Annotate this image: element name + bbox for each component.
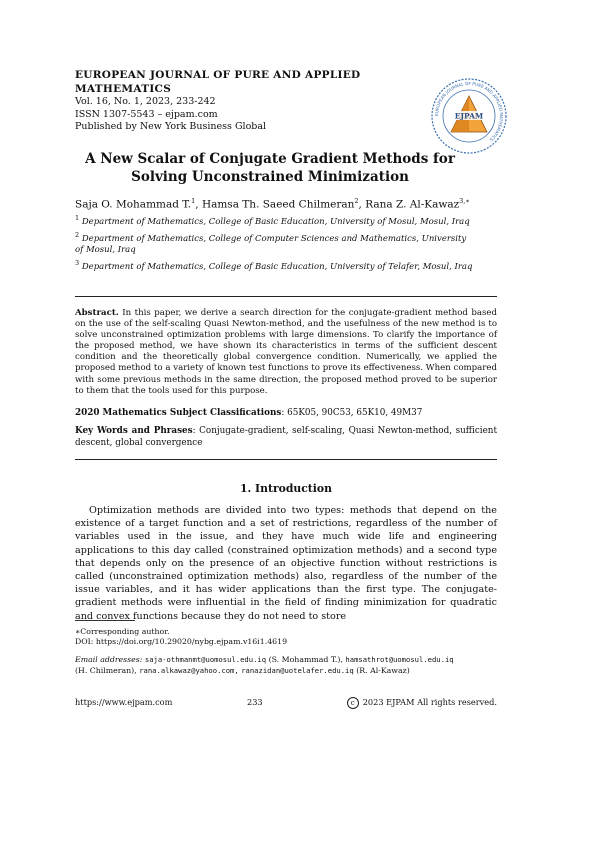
author-affil-mark: 3,∗ [459,197,470,205]
author-name: Hamsa Th. Saeed Chilmeran [201,198,355,211]
author-name: Rana Z. Al-Kawaz [365,198,460,211]
author-name: Saja O. Mohammad T. [75,198,192,211]
email-link[interactable]: rana.alkawaz@yahoo.com, [139,665,239,675]
email-link[interactable]: ranazidan@uotelafer.edu.iq [241,665,354,675]
affiliation-number: 3 [75,259,80,268]
author-affil-mark: 1 [191,197,196,205]
keywords [75,426,497,449]
affiliation-item [75,213,475,228]
journal-volume: Vol. 16, No. 1, 2023, 233-242 [75,96,216,107]
keywords-value: : Conjugate-gradient, self-scaling, Quasi Newton-method, sufficient descent, global convergence [75,426,498,448]
copyright-text: 2023 EJPAM All rights reserved. [362,697,497,707]
msc-value: : 65K05, 90C53, 65K10, 49M37 [281,408,423,418]
affiliation-item [75,258,475,273]
logo-text: EJPAM [454,111,484,121]
paper-title [60,150,480,186]
affiliation-text: Department of Mathematics, College of Basic Education, University of Telafer, Mosul, Iraq [81,261,473,272]
email-addresses [75,655,515,675]
footnote-rule [75,620,135,621]
email-owner: (S. Mohammad T.), [268,655,343,665]
journal-logo [430,76,508,156]
email-label: Email addresses: [75,655,143,665]
logo-ring-text: EUROPEAN JOURNAL OF PURE AND APPLIED MATHEMATICS [433,80,505,143]
affiliation-item [75,230,475,257]
copyright-notice [347,697,497,709]
copyright-icon: c [347,697,359,709]
footnotes [75,627,515,676]
email-link[interactable]: hamsathrot@uomosul.edu.iq [345,655,454,665]
author-affil-mark: 2 [354,197,359,205]
abstract-text: In this paper, we derive a search direction for the conjugate-gradient method based on the use of the self-scaling Quasi Newton-method, and the usefulness of the new method is to solve unconstrained optimization problems with large dimensions. To clarify the importance of the proposed method, we have shown its characteristics in terms of the sufficient descent condition and the theoretically global convergence condition. Numerically, we applied the proposed method to a variety of known test functions to prove its effectiveness. When compared with some previous methods in the same direction, the proposed method proved to be superior to them that the tools used for this purpose. [75,308,498,396]
abstract-bottom-rule [75,459,497,460]
journal-url-link[interactable]: https://www.ejpam.com [75,697,173,707]
msc-label: 2020 Mathematics Subject Classifications [75,408,282,418]
keywords-label: Key Words and Phrases [75,426,193,436]
section-heading: 1. Introduction [240,482,332,495]
journal-header [75,68,405,134]
affiliation-number: 2 [75,230,80,239]
doi-note: DOI: https://doi.org/10.29020/nybg.ejpam.v16i1.4619 [75,637,288,647]
journal-publisher: Published by New York Business Global [75,121,267,132]
affiliations [75,213,475,275]
email-link[interactable]: saja-othmanmt@uomosul.edu.iq [144,655,267,665]
email-owner: (R. Al-Kawaz) [356,665,410,675]
corresponding-author-note: ∗Corresponding author. [75,627,170,636]
journal-issn: ISSN 1307-5543 – ejpam.com [75,108,218,120]
paper-title-line-1: A New Scalar of Conjugate Gradient Methods for [85,151,455,167]
paper-title-line-2: Solving Unconstrained Minimization [131,169,409,185]
abstract [75,308,497,397]
section-body: Optimization methods are divided into two types: methods that depend on the existence of a target function and a set of restrictions, regardless of the number of variables used in the issue, and they have much wide life and engineering applications to this day called (constrained optimization methods) and a second type that depends only on the presence of an objective function without restrictions is called (unconstrained optimization methods) also, regardless of the number of the issue variables, and it has wider applications than the first type. The conjugate-gradient methods were influential in the field of finding minimization for quadratic and convex functions because they do not need to store [75,505,497,622]
abstract-top-rule [75,296,497,297]
author-list: Saja O. Mohammad T.$^1$, Hamsa Th. Saeed Chilmeran$^2$, Rana Z. Al-Kawaz$^{3,∗}$ [75,197,470,211]
journal-name: EUROPEAN JOURNAL OF PURE AND APPLIED MATHEMATICS [75,69,361,95]
msc-classification [75,408,497,420]
affiliation-number: 1 [75,214,80,222]
page-number: 233 [247,697,263,707]
email-owner: (H. Chilmeran), [75,665,137,675]
abstract-label: Abstract. [75,308,119,318]
affiliation-text: Department of Mathematics, College of Computer Sciences and Mathematics, University of Mosul, Iraq [75,233,467,256]
journal-logo-graphic [430,76,508,156]
affiliation-text: Department of Mathematics, College of Basic Education, University of Mosul, Mosul, Iraq [81,216,470,227]
